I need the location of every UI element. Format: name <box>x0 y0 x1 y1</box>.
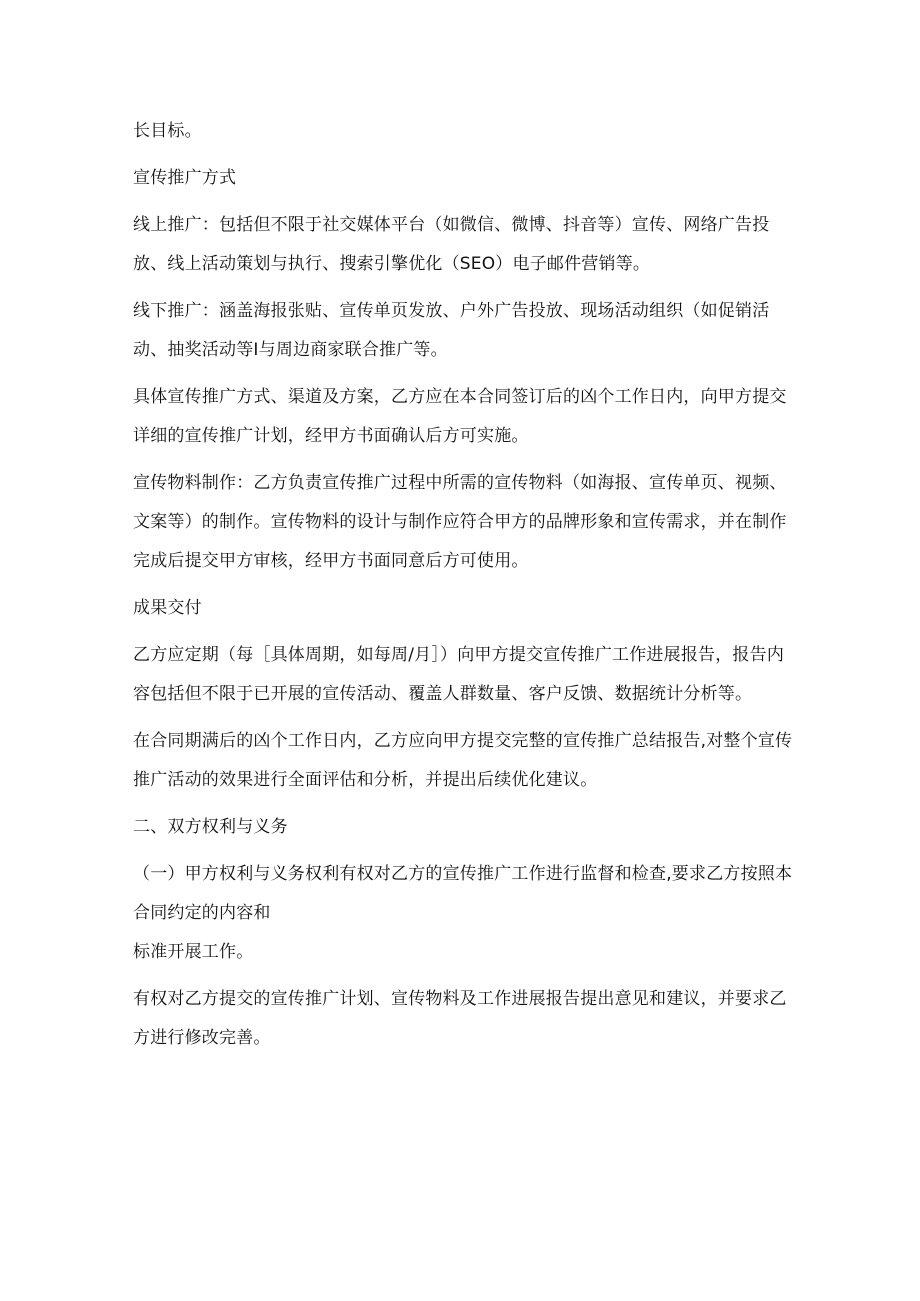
paragraph-final-report: 在合同期满后的凶个工作日内，乙方应向甲方提交完整的宣传推广总结报告,对整个宣传推广活动的效果进行全面评估和分析，并提出后续优化建议。 <box>133 731 793 790</box>
paragraph-work-standard: 标准开展工作。 <box>133 942 254 962</box>
heading-promotion-methods: 宣传推广方式 <box>133 168 237 188</box>
paragraph-review-rights: 有权对乙方提交的宣传推广计划、宣传物料及工作进展报告提出意见和建议，并要求乙方进行修改完善。 <box>133 989 787 1048</box>
heading-deliverables: 成果交付 <box>133 598 202 618</box>
paragraph-online-promotion: 线上推广：包括但不限于社交媒体平台（如微信、微博、抖音等）宣传、网络广告投放、线上活动策划与执行、搜索引擎优化（SEO）电子邮件营销等。 <box>133 215 770 274</box>
paragraph-promotion-plan: 具体宣传推广方式、渠道及方案，乙方应在本合同签订后的凶个工作日内，向甲方提交详细的宣传推广计划，经甲方书面确认后方可实施。 <box>133 387 787 446</box>
paragraph-progress-report: 乙方应定期（每［具体周期，如每周/月］）向甲方提交宣传推广工作进展报告，报告内容包括但不限于已开展的宣传活动、覆盖人群数量、客户反馈、数据统计分析等。 <box>133 645 785 704</box>
paragraph-materials-production: 宣传物料制作：乙方负责宣传推广过程中所需的宣传物料（如海报、宣传单页、视频、文案等）的制作。宣传物料的设计与制作应符合甲方的品牌形象和宣传需求，并在制作完成后提交甲方审核，经甲方书面同意后方可使用。 <box>133 473 787 571</box>
paragraph-party-a-rights: （一）甲方权利与义务权利有权对乙方的宣传推广工作进行监督和检查,要求乙方按照本合同约定的内容和 <box>133 864 793 923</box>
paragraph-offline-promotion: 线下推广：涵盖海报张贴、宣传单页发放、户外广告投放、现场活动组织（如促销活动、抽奖活动等I与周边商家联合推广等。 <box>133 301 770 360</box>
paragraph-goal-end: 长目标。 <box>133 121 202 141</box>
heading-rights-obligations: 二、双方权利与义务 <box>133 817 288 837</box>
document-body <box>133 112 793 1066</box>
